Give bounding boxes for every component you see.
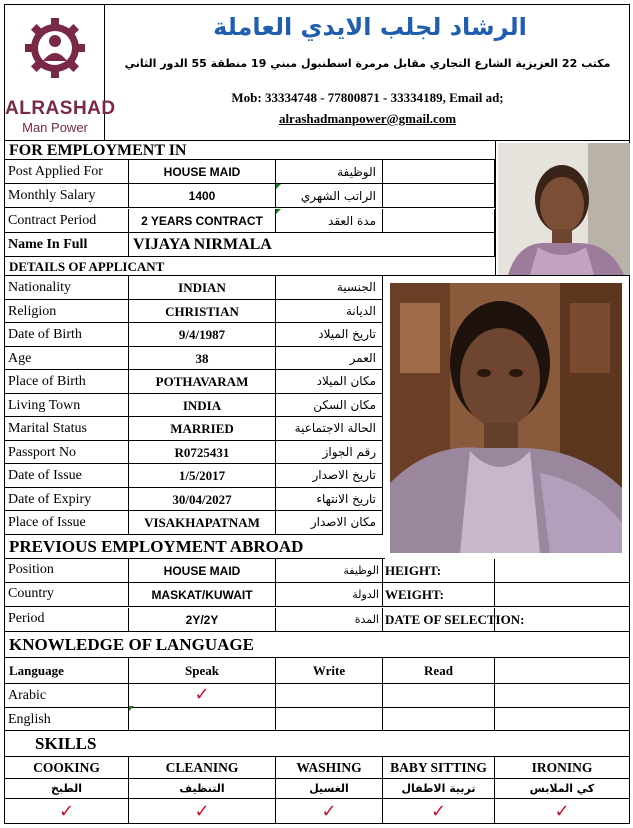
skill-check-mark: ✓ (276, 799, 383, 824)
write-header: Write (276, 658, 383, 684)
applicant-row-arabic: تاريخ الاصدار (276, 464, 383, 488)
cell-marker (129, 706, 134, 711)
name-label: Name In Full (5, 233, 129, 257)
employment-row-arabic: الراتب الشهري (276, 184, 383, 208)
applicant-row-arabic: تاريخ الانتهاء (276, 488, 383, 512)
applicant-row-label: Place of Issue (5, 511, 129, 535)
header (4, 4, 630, 141)
applicant-row-arabic: مكان الميلاد (276, 370, 383, 394)
previous-row-label: Period (5, 608, 129, 632)
skill-name-arabic: تربية الاطفال (383, 779, 495, 799)
employment-row-arabic: الوظيفة (276, 160, 383, 184)
language-blank-cell (495, 708, 630, 732)
previous-row-right-label: WEIGHT: (383, 583, 495, 607)
applicant-section-title: DETAILS OF APPLICANT (5, 257, 495, 276)
previous-row-arabic: الدولة (276, 583, 383, 607)
employment-row-value: HOUSE MAID (129, 160, 276, 184)
email-address[interactable]: alrashadmanpower@gmail.com (278, 111, 457, 126)
applicant-row-label: Religion (5, 300, 129, 324)
employment-row-value: 1400 (129, 184, 276, 208)
previous-row-label: Country (5, 583, 129, 607)
employment-row-arabic: مدة العقد (276, 209, 383, 233)
applicant-row-label: Date of Birth (5, 323, 129, 347)
name-value: VIJAYA NIRMALA (129, 233, 495, 257)
previous-row-right-label: HEIGHT: (383, 559, 495, 583)
language-name: English (5, 708, 129, 732)
previous-row-value: 2Y/2Y (129, 608, 276, 632)
applicant-row-value: VISAKHAPATNAM (129, 511, 276, 535)
language-name: Arabic (5, 684, 129, 708)
previous-row-label: Position (5, 559, 129, 583)
write-check-mark (276, 708, 383, 732)
skill-name: BABY SITTING (383, 757, 495, 779)
language-blank-cell (495, 658, 630, 684)
applicant-row-label: Date of Expiry (5, 488, 129, 512)
applicant-row-label: Living Town (5, 394, 129, 418)
skills-section-title: SKILLS (5, 731, 630, 757)
speak-check-mark: ✓ (129, 684, 276, 708)
logo-subtitle: Man Power (22, 120, 88, 135)
previous-row-value: HOUSE MAID (129, 559, 276, 583)
logo-gear-icon (22, 15, 88, 81)
applicant-row-label: Passport No (5, 441, 129, 465)
previous-row-arabic: المدة (276, 608, 383, 632)
skill-check-mark: ✓ (495, 799, 630, 824)
applicant-row-arabic: الحالة الاجتماعية (276, 417, 383, 441)
previous-section-title: PREVIOUS EMPLOYMENT ABROAD (5, 535, 385, 559)
employment-row-label: Contract Period (5, 209, 129, 233)
applicant-photo-small (495, 141, 630, 276)
language-section-title: KNOWLEDGE OF LANGUAGE (5, 632, 630, 658)
applicant-row-value: 38 (129, 347, 276, 371)
speak-header: Speak (129, 658, 276, 684)
skill-check-mark: ✓ (383, 799, 495, 824)
skill-name-arabic: التنظيف (129, 779, 276, 799)
applicant-row-arabic: مكان الاصدار (276, 511, 383, 535)
applicant-row-arabic: تاريخ الميلاد (276, 323, 383, 347)
applicant-row-label: Marital Status (5, 417, 129, 441)
applicant-row-label: Place of Birth (5, 370, 129, 394)
applicant-row-arabic: رقم الجواز (276, 441, 383, 465)
previous-row-blank (495, 583, 630, 607)
applicant-photo-large (390, 283, 622, 553)
skill-check-mark: ✓ (5, 799, 129, 824)
employment-row-label: Monthly Salary (5, 184, 129, 208)
skill-name: WASHING (276, 757, 383, 779)
read-check-mark (383, 684, 495, 708)
skill-name: IRONING (495, 757, 630, 779)
applicant-row-arabic: العمر (276, 347, 383, 371)
applicant-row-value: POTHAVARAM (129, 370, 276, 394)
applicant-row-label: Date of Issue (5, 464, 129, 488)
previous-row-blank (495, 559, 630, 583)
speak-check-mark (129, 708, 276, 732)
read-check-mark (383, 708, 495, 732)
employment-section-title: FOR EMPLOYMENT IN (5, 141, 495, 160)
skill-name: COOKING (5, 757, 129, 779)
skill-name-arabic: كي الملابس (495, 779, 630, 799)
applicant-row-arabic: الديانة (276, 300, 383, 324)
applicant-row-value: 30/04/2027 (129, 488, 276, 512)
applicant-row-label: Nationality (5, 276, 129, 300)
skill-check-mark: ✓ (129, 799, 276, 824)
write-check-mark (276, 684, 383, 708)
previous-row-right-label: DATE OF SELECTION: (383, 608, 495, 632)
employment-row-blank (383, 209, 495, 233)
previous-row-arabic: الوظيفة (276, 559, 383, 583)
applicant-row-value: R0725431 (129, 441, 276, 465)
cell-marker (276, 184, 281, 189)
previous-row-blank (495, 608, 630, 632)
previous-row-value: MASKAT/KUWAIT (129, 583, 276, 607)
cell-marker (276, 209, 281, 214)
applicant-row-value: 9/4/1987 (129, 323, 276, 347)
skill-name-arabic: الطبخ (5, 779, 129, 799)
logo (5, 5, 116, 140)
skill-name-arabic: الغسيل (276, 779, 383, 799)
applicant-row-value: MARRIED (129, 417, 276, 441)
employment-row-blank (383, 160, 495, 184)
employment-row-blank (383, 184, 495, 208)
company-title-arabic: الرشاد لجلب الايدي العاملة (213, 13, 527, 41)
language-blank-cell (495, 684, 630, 708)
applicant-row-value: 1/5/2017 (129, 464, 276, 488)
applicant-row-value: CHRISTIAN (129, 300, 276, 324)
applicant-row-arabic: مكان السكن (276, 394, 383, 418)
employment-row-label: Post Applied For (5, 160, 129, 184)
applicant-row-arabic: الجنسية (276, 276, 383, 300)
applicant-row-value: INDIA (129, 394, 276, 418)
company-address-arabic: مكتب 22 العزيزية الشارع التجاري مقابل مرمرة اسطنبول مبني 19 منطقة 55 الدور الثاني (124, 57, 611, 70)
employment-row-value: 2 YEARS CONTRACT (129, 209, 276, 233)
language-header: Language (5, 658, 129, 684)
applicant-row-label: Age (5, 347, 129, 371)
contact-numbers: Mob: 33334748 - 77800871 - 33334189, Email ad; (231, 90, 504, 105)
applicant-row-value: INDIAN (129, 276, 276, 300)
logo-name: ALRASHAD (5, 98, 116, 119)
skill-name: CLEANING (129, 757, 276, 779)
read-header: Read (383, 658, 495, 684)
